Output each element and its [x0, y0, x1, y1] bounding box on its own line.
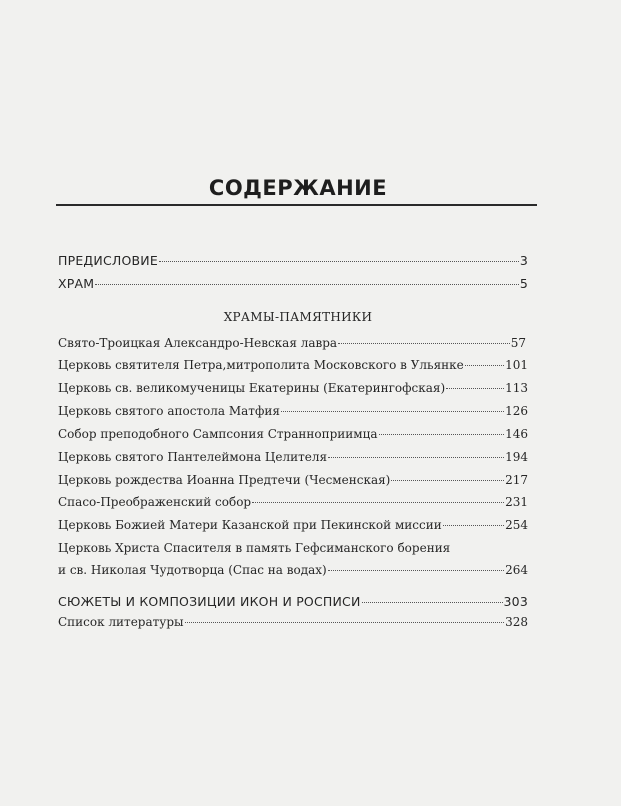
toc-entry [58, 472, 528, 488]
dot-leader [328, 457, 504, 458]
toc-entry-page: 3 [519, 253, 528, 268]
toc-entry-page: 217 [505, 473, 528, 487]
dot-leader [391, 480, 504, 481]
toc-entry-page: 57 [510, 336, 526, 350]
toc-entry [58, 335, 526, 351]
toc-entry [58, 403, 528, 419]
toc-entry-page: 328 [505, 615, 528, 629]
toc-entry [58, 357, 528, 373]
toc-entry-label: ХРАМ [58, 276, 95, 291]
dot-leader [338, 343, 510, 344]
toc-entry-label: Церковь святителя Петра,митрополита Московского в Ульянке [58, 358, 464, 372]
toc-entry [58, 449, 528, 465]
toc-entry-line1: Церковь Христа Спасителя в память Гефсиманского борения [58, 541, 451, 555]
toc-entry-page: 231 [505, 495, 528, 509]
toc-entry-label: Свято-Троицкая Александро-Невская лавра [58, 336, 338, 350]
toc-entry-label: Церковь святого апостола Матфия [58, 404, 280, 418]
dot-leader [446, 388, 504, 389]
toc-entry [58, 517, 528, 533]
page-title: СОДЕРЖАНИЕ [208, 176, 388, 200]
toc-entry-bibliography [58, 614, 528, 630]
toc-entry-label: Церковь святого Пантелеймона Целителя [58, 450, 328, 464]
toc-entry [58, 380, 528, 396]
title-underline [56, 204, 537, 206]
toc-entry-page: 5 [519, 276, 528, 291]
dot-leader [159, 261, 519, 262]
toc-entry [58, 494, 528, 510]
toc-entry [58, 426, 528, 442]
dot-leader [379, 434, 505, 435]
toc-entry-label: Церковь св. великомученицы Екатерины (Екатерингофская) [58, 381, 446, 395]
toc-entry-page: 101 [505, 358, 528, 372]
toc-entry-page: 113 [505, 381, 528, 395]
toc-entry-label: и св. Николая Чудотворца (Спас на водах) [58, 563, 327, 577]
toc-entry-label: Церковь Божией Матери Казанской при Пекинской миссии [58, 518, 442, 532]
toc-entry-page: 303 [503, 594, 528, 609]
toc-entry-page: 264 [505, 563, 528, 577]
toc-entry-label: Список литературы [58, 615, 184, 629]
dot-leader [185, 622, 505, 623]
toc-entry-page: 194 [505, 450, 528, 464]
toc-entry-label: Собор преподобного Сампсония Странноприимца [58, 427, 378, 441]
toc-entry-label: ПРЕДИСЛОВИЕ [58, 253, 158, 268]
toc-entry [58, 562, 528, 578]
toc-entry-page: 254 [505, 518, 528, 532]
dot-leader [252, 502, 504, 503]
dot-leader [281, 411, 504, 412]
toc-entry-preface [58, 253, 528, 269]
toc-entry-label: СЮЖЕТЫ И КОМПОЗИЦИИ ИКОН И РОСПИСИ [58, 594, 361, 609]
dot-leader [465, 365, 504, 366]
toc-entry-label: Церковь рождества Иоанна Предтечи (Чесменская) [58, 473, 391, 487]
dot-leader [328, 570, 504, 571]
toc-entry-page: 126 [505, 404, 528, 418]
dot-leader [443, 525, 504, 526]
section-heading: ХРАМЫ-ПАМЯТНИКИ [223, 310, 373, 324]
dot-leader [95, 284, 519, 285]
toc-entry-label: Спасо-Преображенский собор [58, 495, 252, 509]
toc-entry-temple [58, 276, 528, 292]
toc-entry-icons [58, 594, 528, 610]
toc-entry-page: 146 [505, 427, 528, 441]
dot-leader [362, 602, 503, 603]
